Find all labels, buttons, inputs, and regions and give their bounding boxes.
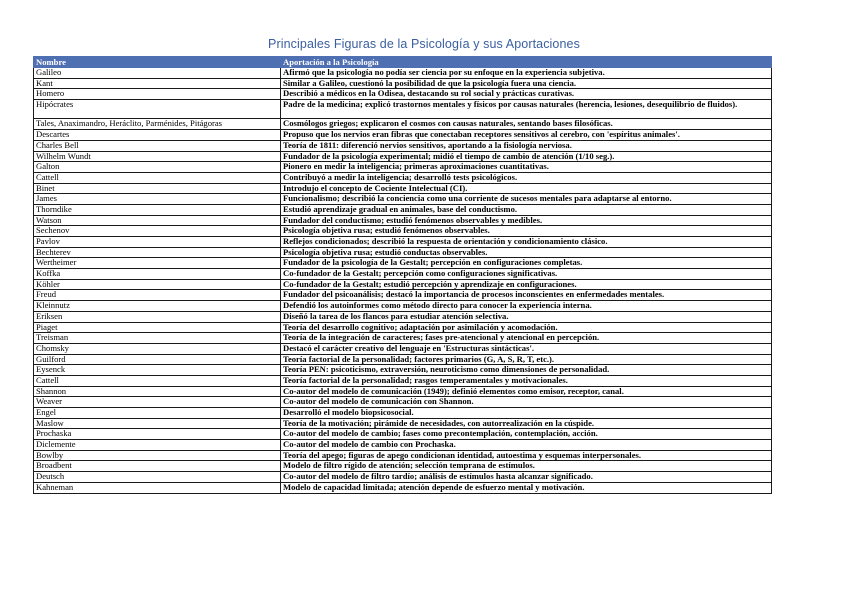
contribution-cell: Fundador del psicoanálisis; destacó la importancia de procesos inconscientes en enfermedades mentales. (281, 290, 772, 301)
figure-name-cell: Bechterev (34, 247, 281, 258)
figure-name-cell: Kleinnutz (34, 301, 281, 312)
figure-name-cell: Maslow (34, 418, 281, 429)
table-row (34, 100, 772, 119)
contribution-cell: Psicología objetiva rusa; estudió fenómenos observables. (281, 226, 772, 237)
contribution-cell: Teoría del desarrollo cognitivo; adaptación por asimilación y acomodación. (281, 322, 772, 333)
contribution-cell: Defendió los autoinformes como método directo para conocer la experiencia interna. (281, 301, 772, 312)
figure-name-cell: Charles Bell (34, 140, 281, 151)
table-row (34, 322, 772, 333)
table-row (34, 354, 772, 365)
table-row (34, 408, 772, 419)
contribution-cell: Teoría PEN: psicoticismo, extraversión, neuroticismo como dimensiones de personalidad. (281, 365, 772, 376)
contribution-cell: Cosmólogos griegos; explicaron el cosmos con causas naturales, sentando bases filosóficas. (281, 119, 772, 130)
contribution-cell: Teoría factorial de la personalidad; rasgos temperamentales y motivacionales. (281, 375, 772, 386)
figure-name-cell: Chomsky (34, 343, 281, 354)
figure-name-cell: Bowlby (34, 450, 281, 461)
figure-name-cell: Pavlov (34, 237, 281, 248)
contribution-cell: Padre de la medicina; explicó trastornos mentales y físicos por causas naturales (herencia, lesiones, desequilibrio de fluidos). (281, 100, 772, 119)
table-row (34, 258, 772, 269)
figure-name-cell: Homero (34, 89, 281, 100)
contribution-cell: Similar a Galileo, cuestionó la posibilidad de que la psicología fuera una ciencia. (281, 78, 772, 89)
figure-name-cell: Eriksen (34, 311, 281, 322)
figure-name-cell: Kahneman (34, 482, 281, 493)
contribution-cell: Reflejos condicionados; describió la respuesta de orientación y condicionamiento clásico. (281, 237, 772, 248)
table-row (34, 194, 772, 205)
table-row (34, 375, 772, 386)
table-row (34, 311, 772, 322)
contribution-cell: Teoría de la integración de caracteres; fases pre-atencional y atencional en percepción. (281, 333, 772, 344)
figure-name-cell: Cattell (34, 375, 281, 386)
contribution-cell: Co-fundador de la Gestalt; percepción como configuraciones significativas. (281, 269, 772, 280)
contribution-cell: Introdujo el concepto de Cociente Intelectual (CI). (281, 183, 772, 194)
table-header-row (34, 57, 772, 68)
figure-name-cell: Broadbent (34, 461, 281, 472)
figure-name-cell: Freud (34, 290, 281, 301)
figure-name-cell: Prochaska (34, 429, 281, 440)
table-row (34, 215, 772, 226)
figures-table (33, 56, 772, 494)
table-row (34, 290, 772, 301)
table-row (34, 450, 772, 461)
contribution-cell: Co-autor del modelo de filtro tardío; análisis de estímulos hasta alcanzar significado. (281, 472, 772, 483)
table-row (34, 78, 772, 89)
table-row (34, 162, 772, 173)
contribution-cell: Propuso que los nervios eran fibras que conectaban receptores sensitivos al cerebro, con 'espíritus animales'. (281, 130, 772, 141)
figure-name-cell: Kant (34, 78, 281, 89)
table-row (34, 418, 772, 429)
column-header-contribution: Aportación a la Psicología (281, 57, 772, 68)
figure-name-cell: Koffka (34, 269, 281, 280)
table-row (34, 89, 772, 100)
table-row (34, 440, 772, 451)
figure-name-cell: Galileo (34, 68, 281, 79)
figure-name-cell: Köhler (34, 279, 281, 290)
contribution-cell: Teoría de 1811: diferenció nervios sensitivos, aportando a la fisiología nerviosa. (281, 140, 772, 151)
figure-name-cell: Galton (34, 162, 281, 173)
contribution-cell: Teoría de la motivación; pirámide de necesidades, con autorrealización en la cúspide. (281, 418, 772, 429)
table-row (34, 140, 772, 151)
table-row (34, 237, 772, 248)
contribution-cell: Contribuyó a medir la inteligencia; desarrolló tests psicológicos. (281, 172, 772, 183)
figure-name-cell: Eysenck (34, 365, 281, 376)
figure-name-cell: Diclemente (34, 440, 281, 451)
figure-name-cell: Hipócrates (34, 100, 281, 119)
table-row (34, 343, 772, 354)
table-row (34, 172, 772, 183)
contribution-cell: Modelo de filtro rígido de atención; selección temprana de estímulos. (281, 461, 772, 472)
contribution-cell: Fundador del conductismo; estudió fenómenos observables y medibles. (281, 215, 772, 226)
figure-name-cell: Binet (34, 183, 281, 194)
column-header-name: Nombre (34, 57, 281, 68)
contribution-cell: Co-autor del modelo de cambio; fases como precontemplación, contemplación, acción. (281, 429, 772, 440)
figure-name-cell: James (34, 194, 281, 205)
contribution-cell: Pionero en medir la inteligencia; primeras aproximaciones cuantitativas. (281, 162, 772, 173)
figure-name-cell: Deutsch (34, 472, 281, 483)
contribution-cell: Diseñó la tarea de los flancos para estudiar atención selectiva. (281, 311, 772, 322)
contribution-cell: Estudió aprendizaje gradual en animales, base del conductismo. (281, 204, 772, 215)
contribution-cell: Teoría factorial de la personalidad; factores primarios (G, A, S, R, T, etc.). (281, 354, 772, 365)
figure-name-cell: Tales, Anaximandro, Heráclito, Parménides, Pitágoras (34, 119, 281, 130)
contribution-cell: Fundador de la psicología de la Gestalt; percepción en configuraciones completas. (281, 258, 772, 269)
contribution-cell: Co-autor del modelo de comunicación con Shannon. (281, 397, 772, 408)
contribution-cell: Describió a médicos en la Odisea, destacando su rol social y prácticas curativas. (281, 89, 772, 100)
table-row (34, 119, 772, 130)
figure-name-cell: Weaver (34, 397, 281, 408)
page-title: Principales Figuras de la Psicología y sus Aportaciones (268, 37, 580, 51)
figure-name-cell: Watson (34, 215, 281, 226)
figure-name-cell: Sechenov (34, 226, 281, 237)
figure-name-cell: Shannon (34, 386, 281, 397)
table-row (34, 269, 772, 280)
figure-name-cell: Treisman (34, 333, 281, 344)
table-row (34, 365, 772, 376)
table-row (34, 183, 772, 194)
table-row (34, 333, 772, 344)
table-row (34, 226, 772, 237)
contribution-cell: Destacó el carácter creativo del lenguaje en 'Estructuras sintácticas'. (281, 343, 772, 354)
figure-name-cell: Cattell (34, 172, 281, 183)
figure-name-cell: Piaget (34, 322, 281, 333)
table-row (34, 301, 772, 312)
table-row (34, 247, 772, 258)
figure-name-cell: Wilhelm Wundt (34, 151, 281, 162)
figure-name-cell: Descartes (34, 130, 281, 141)
table-row (34, 68, 772, 79)
table-row (34, 204, 772, 215)
figure-name-cell: Wertheimer (34, 258, 281, 269)
contribution-cell: Psicología objetiva rusa; estudió conductas observables. (281, 247, 772, 258)
contribution-cell: Teoría del apego; figuras de apego condicionan identidad, autoestima y esquemas interpersonales. (281, 450, 772, 461)
contribution-cell: Co-fundador de la Gestalt; estudió percepción y aprendizaje en configuraciones. (281, 279, 772, 290)
table-row (34, 461, 772, 472)
contribution-cell: Modelo de capacidad limitada; atención depende de esfuerzo mental y motivación. (281, 482, 772, 493)
table-row (34, 130, 772, 141)
table-row (34, 482, 772, 493)
contribution-cell: Co-autor del modelo de comunicación (1949); definió elementos como emisor, receptor, canal. (281, 386, 772, 397)
table-row (34, 397, 772, 408)
figure-name-cell: Thorndike (34, 204, 281, 215)
figure-name-cell: Guilford (34, 354, 281, 365)
table-row (34, 429, 772, 440)
contribution-cell: Funcionalismo; describió la conciencia como una corriente de sucesos mentales para adaptarse al entorno. (281, 194, 772, 205)
contribution-cell: Co-autor del modelo de cambio con Prochaska. (281, 440, 772, 451)
table-body (34, 68, 772, 494)
contribution-cell: Afirmó que la psicología no podía ser ciencia por su enfoque en la experiencia subjetiva. (281, 68, 772, 79)
contribution-cell: Fundador de la psicología experimental; midió el tiempo de cambio de atención (1/10 seg.). (281, 151, 772, 162)
contribution-cell: Desarrolló el modelo biopsicosocial. (281, 408, 772, 419)
table-row (34, 472, 772, 483)
table-row (34, 279, 772, 290)
figure-name-cell: Engel (34, 408, 281, 419)
table-row (34, 386, 772, 397)
table-row (34, 151, 772, 162)
